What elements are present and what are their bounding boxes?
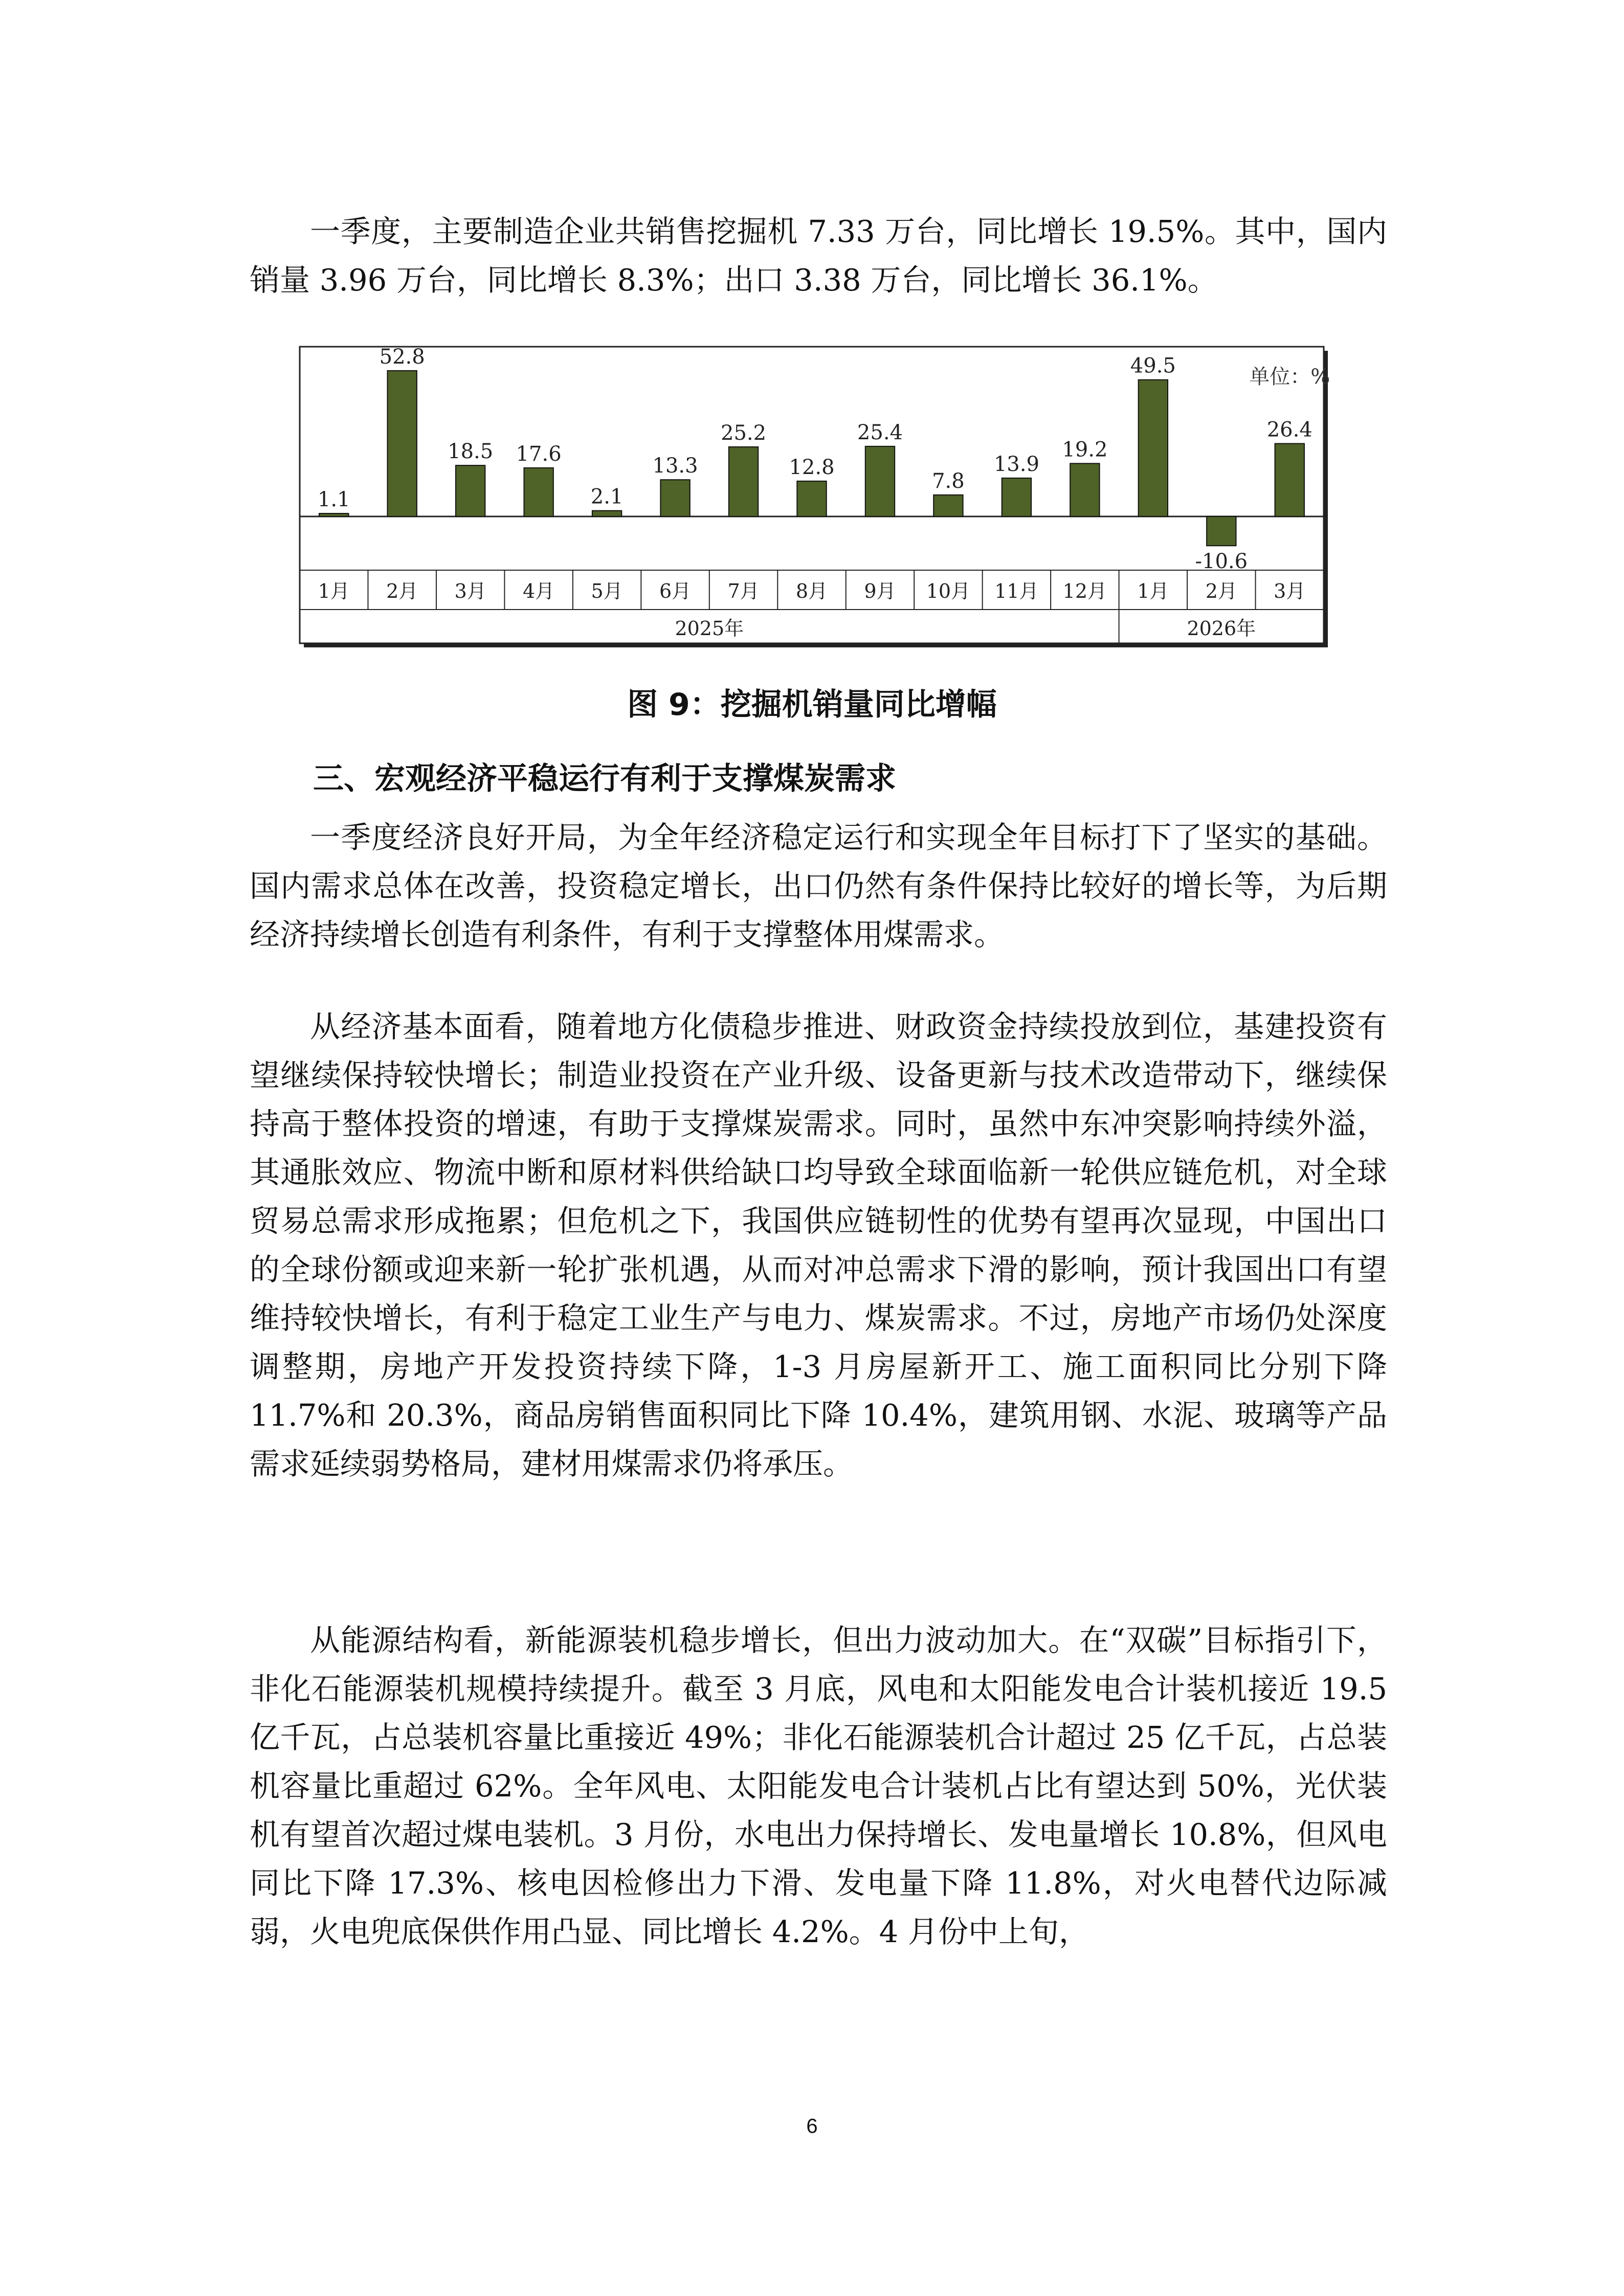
intro-paragraph: 一季度，主要制造企业共销售挖掘机 7.33 万台，同比增长 19.5%。其中，国内销量 3.96 万台，同比增长 8.3%；出口 3.38 万台，同比增长 36.1%。 [250, 214, 1387, 298]
year-label: 2025年 [675, 617, 744, 640]
page-number: 6 [806, 2115, 818, 2137]
category-label: 12月 [1062, 580, 1107, 602]
unit-label: 单位：% [1249, 365, 1330, 389]
bar-value-label: 17.6 [516, 442, 562, 466]
category-label: 10月 [926, 580, 971, 602]
excavator-sales-chart [291, 337, 1334, 652]
bar-chart-svg [291, 337, 1334, 652]
bar [729, 447, 758, 516]
bar-value-label: 13.3 [652, 454, 698, 478]
category-label: 3月 [454, 580, 486, 602]
bar-value-label: 18.5 [448, 440, 494, 464]
bar [524, 468, 553, 516]
bar-value-label: 52.8 [379, 345, 425, 369]
bar [388, 371, 417, 516]
bar-value-label: 19.2 [1062, 438, 1108, 462]
bar [660, 480, 689, 516]
bar-value-label: 2.1 [590, 485, 624, 509]
bar [456, 465, 485, 516]
category-label: 4月 [523, 580, 555, 602]
category-label: 6月 [659, 580, 692, 602]
bar [865, 446, 895, 516]
bar [1275, 443, 1304, 516]
bar-value-label: 12.8 [789, 455, 835, 479]
category-label: 2月 [386, 580, 418, 602]
bar-value-label: 13.9 [993, 452, 1039, 476]
bar [797, 481, 826, 516]
bar-value-label: 49.5 [1130, 354, 1176, 378]
category-label: 2月 [1205, 580, 1237, 602]
bar [1002, 478, 1031, 516]
bar-value-label: 26.4 [1266, 418, 1312, 442]
category-label: 5月 [591, 580, 623, 602]
bar-value-label: -10.6 [1195, 550, 1248, 574]
body-paragraph-1: 一季度经济良好开局，为全年经济稳定运行和实现全年目标打下了坚实的基础。国内需求总体在改善，投资稳定增长，出口仍然有条件保持比较好的增长等，为后期经济持续增长创造有利条件，有利于支撑整体用煤需求。 [250, 820, 1387, 952]
category-label: 8月 [795, 580, 828, 602]
section-heading: 三、宏观经济平稳运行有利于支撑煤炭需求 [313, 761, 896, 797]
body-paragraph-3: 从能源结构看，新能源装机稳步增长，但出力波动加大。在“双碳”目标指引下，非化石能源装机规模持续提升。截至 3 月底，风电和太阳能发电合计装机接近 19.5 亿千瓦，占总装机容量比重接近 49%；非化石能源装机合计超过 25 亿千瓦，占总装机容量比重超过 62%。全年风电、太阳能发电合计装机占比有望达到 50%，光伏装机有望首次超过煤电装机。3 月份，水电出力保持增长、发电量增长 10.8%，但风电同比下降 17.3%、核电因检修出力下滑、发电量下降 11.8%，对火电替代边际减弱，火电兜底保供作用凸显、同比增长 4.2%。4 月份中上旬， [250, 1623, 1387, 1949]
figure-caption: 图 9：挖掘机销量同比增幅 [627, 687, 997, 723]
bar [1139, 380, 1168, 516]
year-label: 2026年 [1187, 617, 1256, 640]
bar-value-label: 1.1 [317, 488, 350, 512]
category-label: 1月 [318, 580, 350, 602]
bar [1070, 463, 1099, 516]
bar-value-label: 25.4 [857, 420, 903, 444]
category-label: 11月 [994, 580, 1039, 602]
bar [319, 513, 348, 516]
category-label: 9月 [864, 580, 896, 602]
category-label: 3月 [1274, 580, 1306, 602]
bar [592, 511, 621, 516]
body-paragraph-2: 从经济基本面看，随着地方化债稳步推进、财政资金持续投放到位，基建投资有望继续保持较快增长；制造业投资在产业升级、设备更新与技术改造带动下，继续保持高于整体投资的增速，有助于支撑煤炭需求。同时，虽然中东冲突影响持续外溢，其通胀效应、物流中断和原材料供给缺口均导致全球面临新一轮供应链危机，对全球贸易总需求形成拖累；但危机之下，我国供应链韧性的优势有望再次显现，中国出口的全球份额或迎来新一轮扩张机遇，从而对冲总需求下滑的影响，预计我国出口有望维持较快增长，有利于稳定工业生产与电力、煤炭需求。不过，房地产市场仍处深度调整期，房地产开发投资持续下降，1-3 月房屋新开工、施工面积同比分别下降 11.7%和 20.3%，商品房销售面积同比下降 10.4%，建筑用钢、水泥、玻璃等产品需求延续弱势格局，建材用煤需求仍将承压。 [250, 1009, 1387, 1481]
bar [933, 495, 963, 516]
category-label: 7月 [727, 580, 760, 602]
bar-value-label: 7.8 [932, 469, 965, 493]
bar [1207, 516, 1236, 546]
category-label: 1月 [1137, 580, 1169, 602]
bar-value-label: 25.2 [721, 421, 767, 445]
